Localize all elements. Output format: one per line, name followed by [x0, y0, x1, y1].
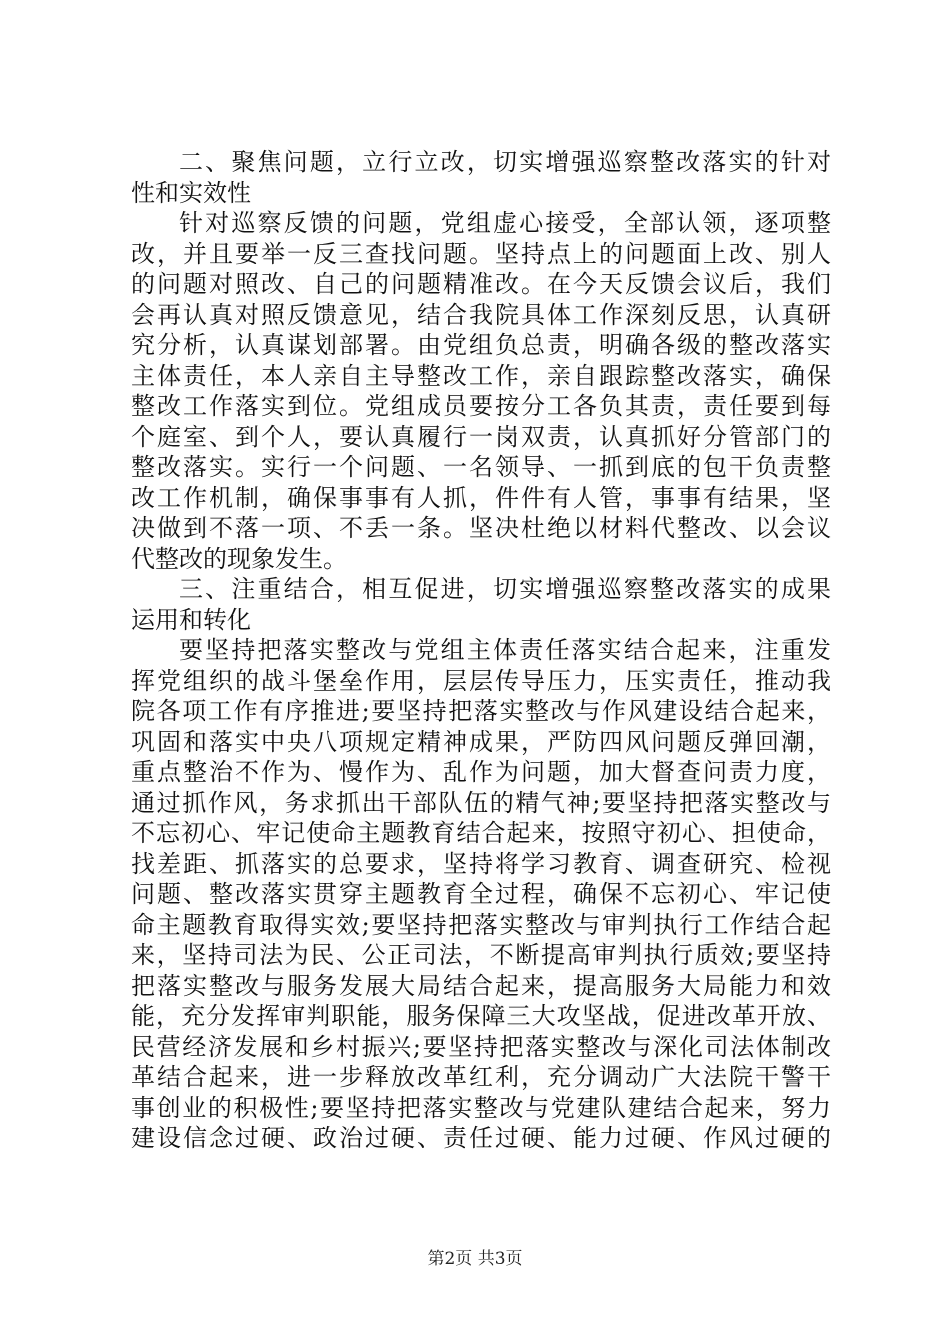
paragraph-line: 整改工作落实到位。党组成员要按分工各负其责，责任要到每: [131, 392, 831, 420]
paragraph-line: 不忘初心、牢记使命主题教育结合起来，按照守初心、担使命，: [131, 819, 831, 847]
heading-section-3-line-2: 运用和转化: [131, 605, 251, 634]
paragraph-line: 整改落实。实行一个问题、一名领导、一抓到底的包干负责整: [131, 453, 831, 481]
paragraph-line: 会再认真对照反馈意见，结合我院具体工作深刻反思，认真研: [131, 300, 831, 329]
paragraph-line: 的问题对照改、自己的问题精准改。在今天反馈会议后，我们: [131, 270, 831, 298]
paragraph-line: 革结合起来，进一步释放改革红利，充分调动广大法院干警干: [131, 1063, 831, 1091]
paragraph-line: 究分析，认真谋划部署。由党组负总责，明确各级的整改落实: [131, 331, 831, 359]
paragraph-line: 院各项工作有序推进;要坚持把落实整改与作风建设结合起来，: [131, 697, 831, 725]
document-body: [131, 147, 831, 1154]
paragraph-line: 挥党组织的战斗堡垒作用，层层传导压力，压实责任，推动我: [131, 666, 831, 695]
paragraph-line: 问题、整改落实贯穿主题教育全过程，确保不忘初心、牢记使: [131, 880, 831, 908]
paragraph-line: 代整改的现象发生。: [131, 544, 347, 573]
paragraph-line: 重点整治不作为、慢作为、乱作为问题，加大督查问责力度，: [131, 758, 831, 786]
heading-section-2-line-1: 二、聚焦问题，立行立改，切实增强巡察整改落实的针对: [179, 148, 831, 176]
paragraph-line: 个庭室、到个人，要认真履行一岗双责，认真抓好分管部门的: [131, 422, 831, 451]
heading-section-3-line-1: 三、注重结合，相互促进，切实增强巡察整改落实的成果: [179, 575, 831, 603]
paragraph-line: 决做到不落一项、不丢一条。坚决杜绝以材料代整改、以会议: [131, 514, 831, 542]
paragraph-line: 针对巡察反馈的问题，党组虚心接受，全部认领，逐项整: [179, 209, 831, 237]
paragraph-line: 能，充分发挥审判职能，服务保障三大攻坚战，促进改革开放、: [131, 1002, 831, 1030]
heading-section-2-line-2: 性和实效性: [131, 178, 251, 207]
paragraph-line: 改工作机制，确保事事有人抓，件件有人管，事事有结果，坚: [131, 483, 831, 512]
paragraph-line: 事创业的积极性;要坚持把落实整改与党建队建结合起来，努力: [131, 1093, 831, 1122]
paragraph-line: 改，并且要举一反三查找问题。坚持点上的问题面上改、别人: [131, 239, 831, 268]
paragraph-line: 要坚持把落实整改与党组主体责任落实结合起来，注重发: [179, 636, 831, 664]
paragraph-line: 把落实整改与服务发展大局结合起来，提高服务大局能力和效: [131, 971, 831, 1000]
paragraph-line: 通过抓作风，务求抓出干部队伍的精气神;要坚持把落实整改与: [131, 788, 831, 817]
paragraph-line: 命主题教育取得实效;要坚持把落实整改与审判执行工作结合起: [131, 910, 831, 939]
paragraph-line: 巩固和落实中央八项规定精神成果，严防四风问题反弹回潮，: [131, 727, 831, 756]
paragraph-line: 民营经济发展和乡村振兴;要坚持把落实整改与深化司法体制改: [131, 1032, 831, 1061]
paragraph-line: 找差距、抓落实的总要求，坚持将学习教育、调查研究、检视: [131, 849, 831, 878]
page-number-footer: 第2页 共3页: [427, 1249, 523, 1269]
paragraph-line: 建设信念过硬、政治过硬、责任过硬、能力过硬、作风过硬的: [131, 1124, 831, 1152]
paragraph-line: 来，坚持司法为民、公正司法，不断提高审判执行质效;要坚持: [131, 941, 831, 969]
paragraph-line: 主体责任，本人亲自主导整改工作，亲自跟踪整改落实，确保: [131, 361, 831, 390]
